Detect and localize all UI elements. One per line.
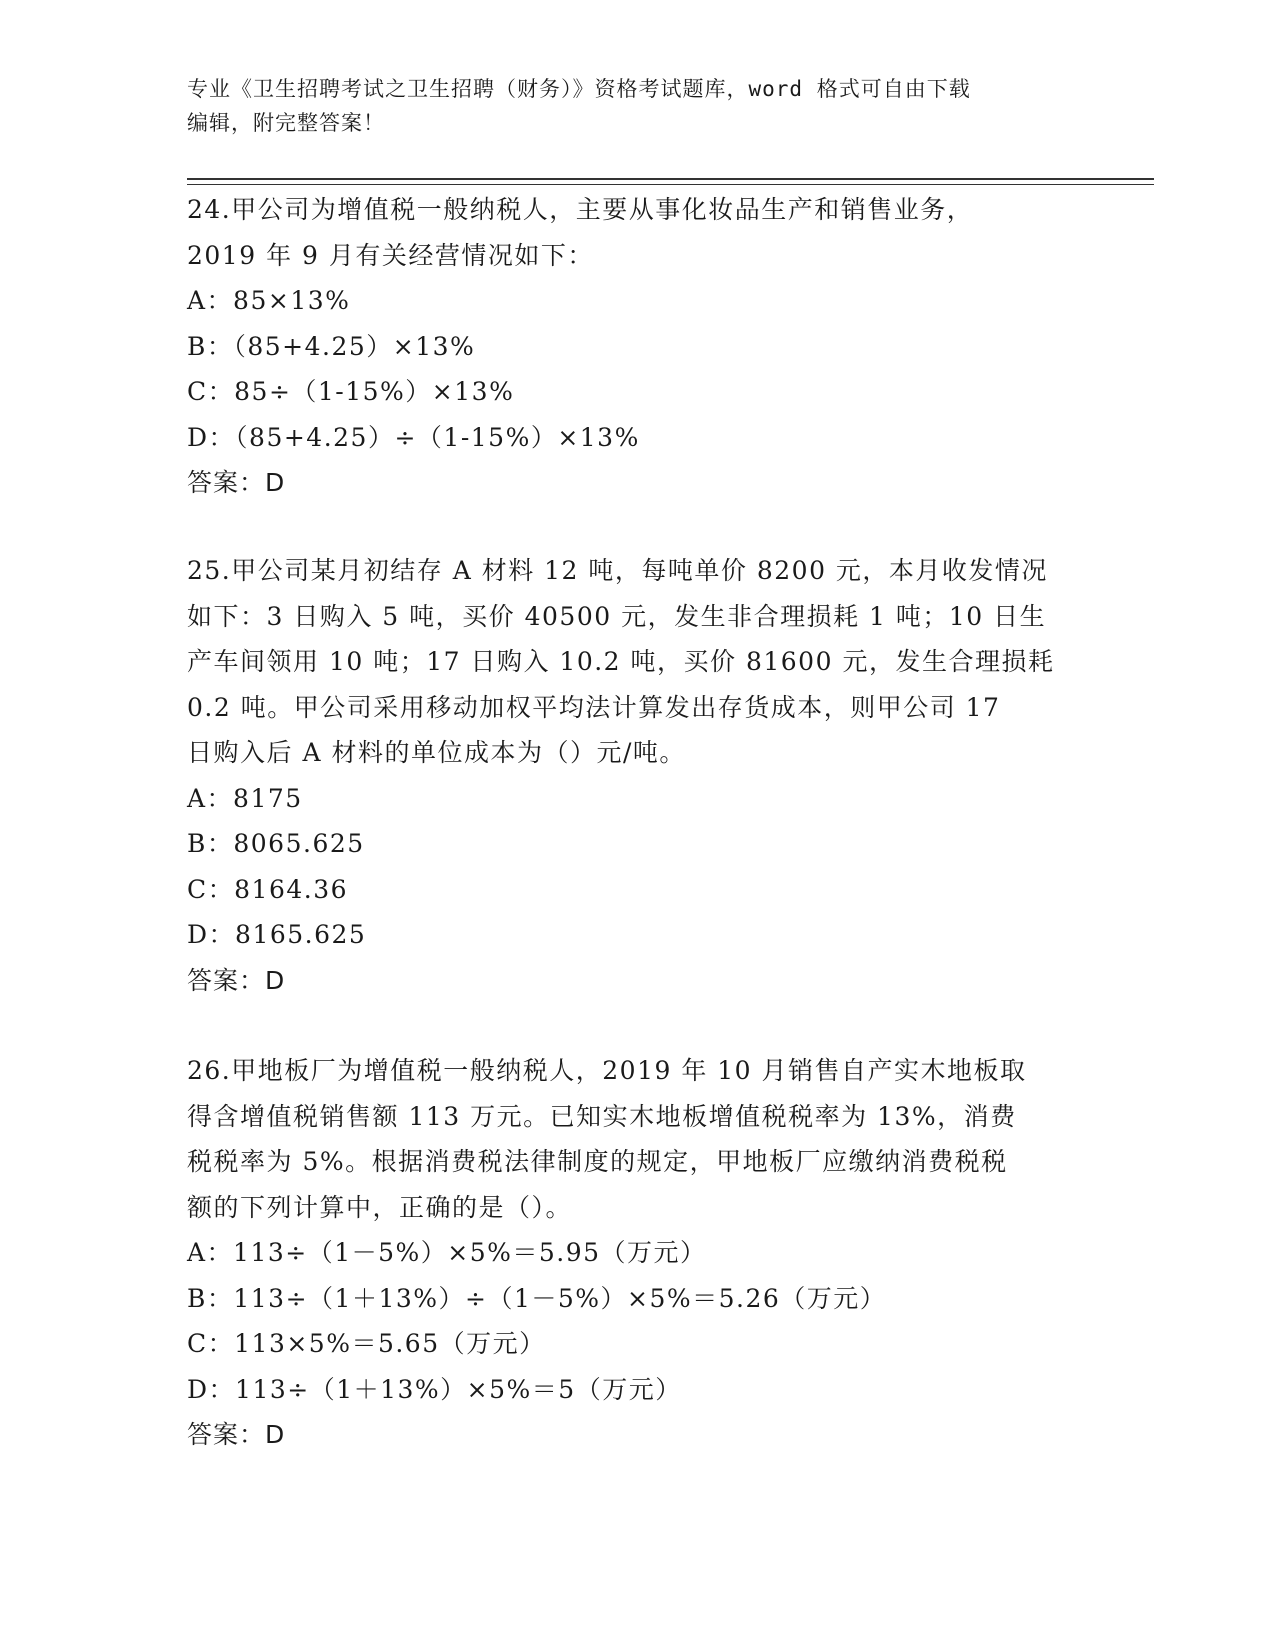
question-stem (187, 1048, 1087, 1230)
option-c: C：8164.36 (187, 874, 349, 904)
question-stem (187, 187, 1087, 278)
question-26 (187, 1048, 1087, 1458)
option-c: C：113×5%＝5.65（万元） (187, 1329, 546, 1358)
option-d: D：113÷（1＋13%）×5%＝5（万元） (187, 1374, 682, 1404)
option-b: B：8065.625 (187, 829, 365, 858)
option-a: A：113÷（1－5%）×5%＝5.95（万元） (187, 1238, 707, 1267)
option-d: D：8165.625 (187, 920, 367, 949)
stem-line: 额的下列计算中，正确的是（）。 (187, 1192, 573, 1222)
stem-line: 如下：3 日购入 5 吨，买价 40500 元，发生非合理损耗 1 吨；10 日生 (187, 601, 1047, 631)
question-stem (187, 548, 1087, 776)
header-divider-thick (187, 178, 1154, 180)
document-header (187, 72, 1087, 140)
stem-line: 25.甲公司某月初结存 A 材料 12 吨，每吨单价 8200 元，本月收发情况 (187, 556, 1048, 585)
option-b: B：113÷（1＋13%）÷（1－5%）×5%＝5.26（万元） (187, 1283, 887, 1313)
option-a: A：85×13% (187, 286, 351, 315)
stem-line: 税税率为 5%。根据消费税法律制度的规定，甲地板厂应缴纳消费税税 (187, 1147, 1008, 1176)
header-line-1: 专业《卫生招聘考试之卫生招聘（财务）》资格考试题库，word 格式可自由下载 (187, 77, 971, 101)
question-25 (187, 548, 1087, 1003)
option-b: B：（85+4.25）×13% (187, 331, 476, 361)
header-line-2: 编辑，附完整答案！ (187, 111, 385, 135)
stem-line: 26.甲地板厂为增值税一般纳税人，2019 年 10 月销售自产实木地板取 (187, 1056, 1027, 1085)
stem-line: 2019 年 9 月有关经营情况如下： (187, 240, 594, 270)
stem-line: 得含增值税销售额 113 万元。已知实木地板增值税税率为 13%，消费 (187, 1101, 1017, 1131)
answer-label: 答案：D (187, 965, 286, 995)
stem-line: 24.甲公司为增值税一般纳税人，主要从事化妆品生产和销售业务， (187, 195, 974, 224)
answer-label: 答案：D (187, 468, 286, 497)
option-d: D：（85+4.25）÷（1-15%）×13% (187, 422, 640, 452)
stem-line: 产车间领用 10 吨；17 日购入 10.2 吨，买价 81600 元，发生合理损耗 (187, 647, 1055, 676)
stem-line: 0.2 吨。甲公司采用移动加权平均法计算发出存货成本，则甲公司 17 (187, 692, 1001, 722)
option-a: A：8175 (187, 783, 303, 813)
stem-line: 日购入后 A 材料的单位成本为（）元/吨。 (187, 738, 686, 767)
option-c: C：85÷（1-15%）×13% (187, 377, 515, 406)
header-divider-thin (187, 184, 1154, 185)
answer-label: 答案：D (187, 1420, 286, 1449)
question-24 (187, 187, 1087, 506)
